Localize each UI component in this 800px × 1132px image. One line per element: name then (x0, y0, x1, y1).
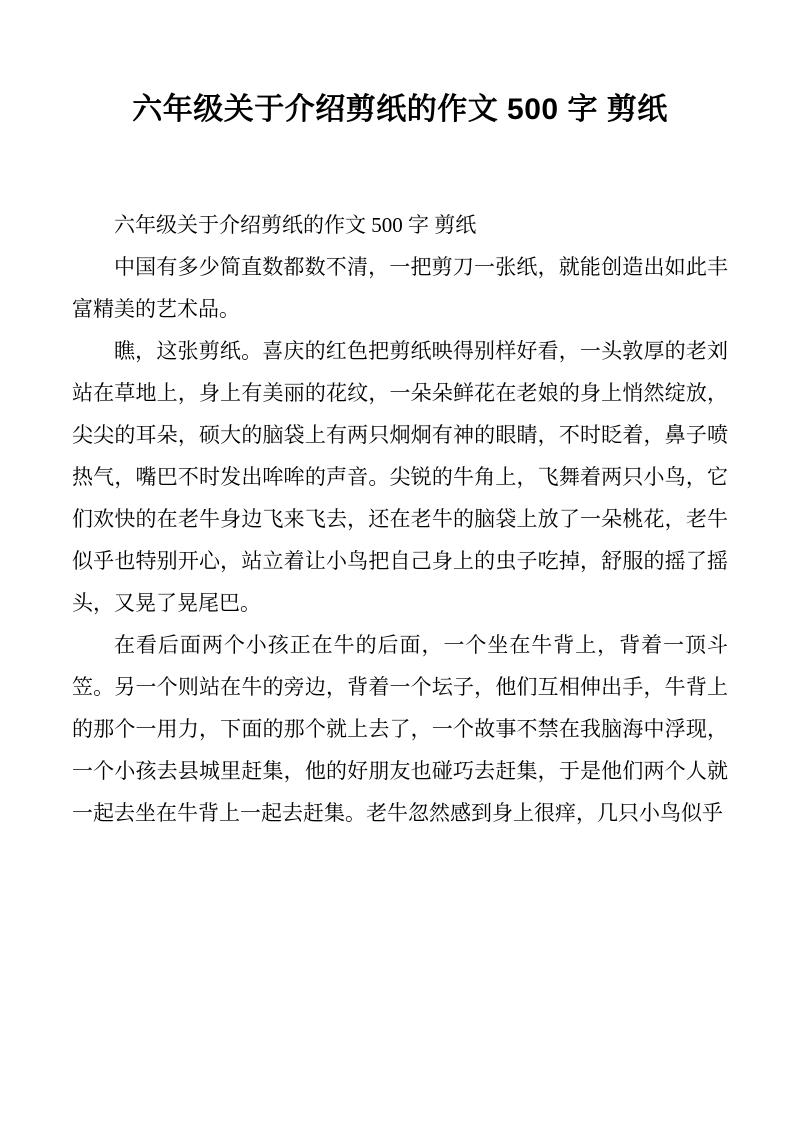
paragraph: 中国有多少简直数都数不清，一把剪刀一张纸，就能创造出如此丰富精美的艺术品。 (72, 254, 728, 321)
paragraph: 在看后面两个小孩正在牛的后面，一个坐在牛背上，背着一顶斗笠。另一个则站在牛的旁边，背着一个坛子，他们互相伸出手，牛背上的那个一用力，下面的那个就上去了，一个故事不禁在我脑海中浮现，一个小孩去县城里赶集，他的好朋友也碰巧去赶集，于是他们两个人就一起去坐在牛背上一起去赶集。老牛忽然感到身上很痒，几只小鸟似乎 (72, 632, 728, 825)
paragraph: 六年级关于介绍剪纸的作文 500 字 剪纸 (114, 212, 477, 237)
page-title: 六年级关于介绍剪纸的作文 500 字 剪纸 (132, 93, 668, 126)
document-body (72, 204, 728, 834)
paragraph: 瞧，这张剪纸。喜庆的红色把剪纸映得别样好看，一头敦厚的老刘站在草地上，身上有美丽的花纹，一朵朵鲜花在老娘的身上悄然绽放，尖尖的耳朵，硕大的脑袋上有两只炯炯有神的眼睛，不时眨着，鼻子喷热气，嘴巴不时发出哞哞的声音。尖锐的牛角上，飞舞着两只小鸟，它们欢快的在老牛身边飞来飞去，还在老牛的脑袋上放了一朵桃花，老牛似乎也特别开心，站立着让小鸟把自己身上的虫子吃掉，舒服的摇了摇头，又晃了晃尾巴。 (72, 338, 728, 615)
